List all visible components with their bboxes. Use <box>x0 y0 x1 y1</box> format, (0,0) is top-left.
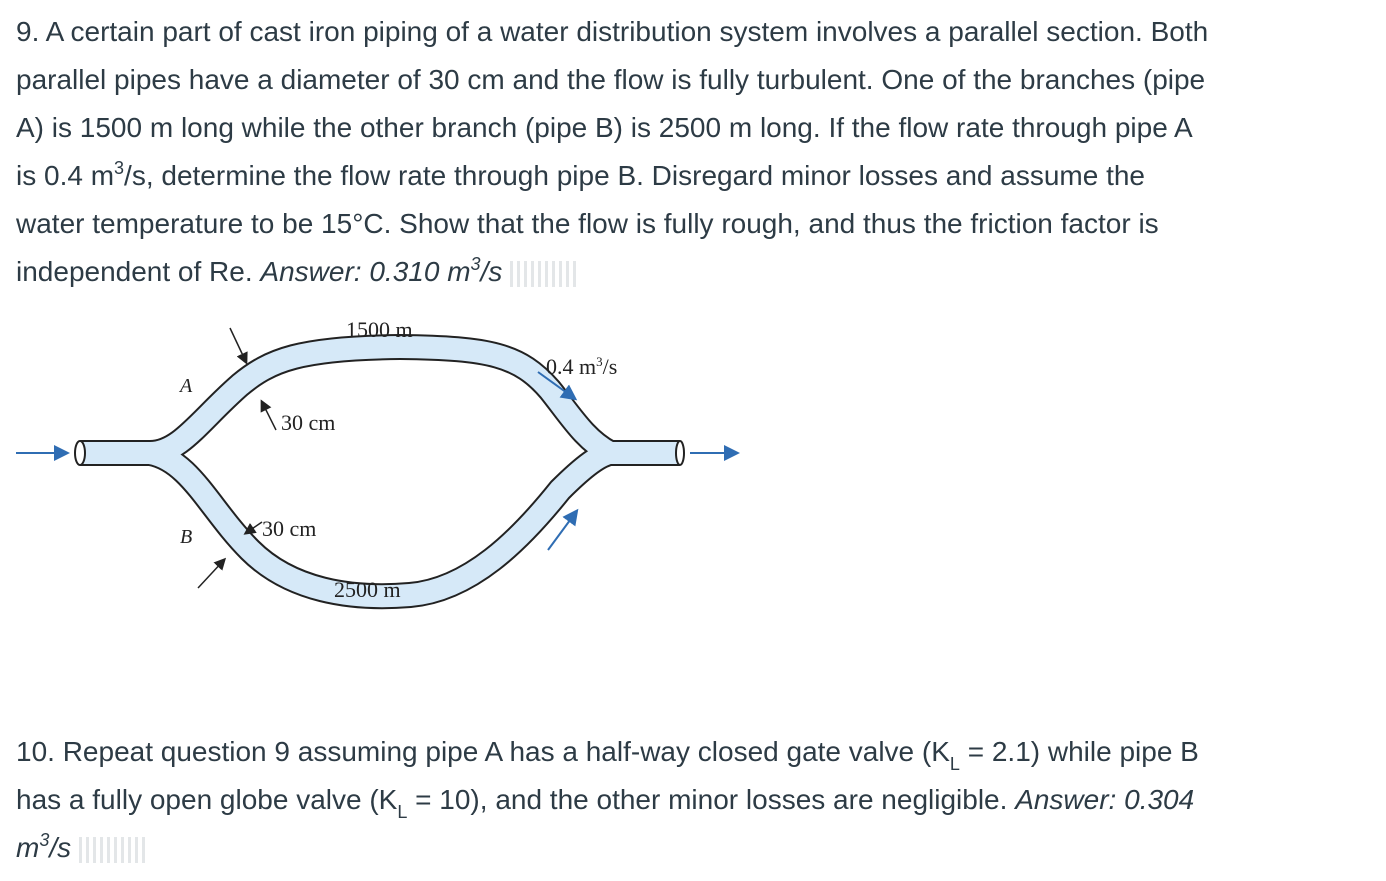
question-10 <box>16 728 1376 872</box>
q10-line: has a fully open globe valve $(K_L = 10)$, and the other minor losses are negligible. Answer: 0.304 <box>16 784 1195 822</box>
pipe-a-label: A <box>180 375 193 397</box>
flow-a-label: 0.4 $m^3/s$ <box>546 354 618 379</box>
pipe-b-label: B <box>180 526 193 548</box>
q9-line: water temperature to be 15°C. Show that the flow is fully rough, and thus the friction factor is <box>16 208 1159 239</box>
diameter-a-top-arrow <box>230 328 246 362</box>
diameter-b-top-arrow <box>246 522 262 533</box>
q9-text: independent of Re. <box>16 256 253 287</box>
q9-text: /s, determine the flow rate through pipe B. Disregard minor losses and assume the <box>124 160 1146 191</box>
length-b-label: 2500 m <box>334 577 401 602</box>
diameter-a-bottom-arrow <box>262 402 276 430</box>
q10-answer-value: 0.304 <box>1124 784 1195 815</box>
q10-line: 10. Repeat question 9 assuming pipe A has a half-way closed gate valve $(K_L = 2.1)$ while pipe B <box>16 736 1199 774</box>
pipe-network <box>75 347 684 596</box>
q10-line <box>16 824 1376 872</box>
inlet-opening <box>75 441 85 465</box>
q9-line: 9. A certain part of cast iron piping of a water distribution system involves a parallel section. Both <box>16 16 1209 47</box>
parallel-pipe-figure <box>0 300 760 620</box>
diameter-b-label: 30 cm <box>262 516 317 541</box>
pipe-b <box>150 453 610 596</box>
q9-text: is 0.4 m <box>16 160 115 191</box>
q9-line: parallel pipes have a diameter of 30 cm and the flow is fully turbulent. One of the branches (pipe <box>16 64 1206 95</box>
q9-answer-value: 0.310 $m^3/s$ <box>369 253 503 287</box>
q9-line: A) is 1500 m long while the other branch (pipe B) is 2500 m long. If the flow rate through pipe A <box>16 112 1193 143</box>
q9-answer-label: Answer: <box>260 256 362 287</box>
q9-sup: 3 <box>114 157 125 178</box>
redacted-text <box>79 837 149 863</box>
redacted-text <box>510 261 580 287</box>
question-9 <box>16 8 1376 296</box>
diameter-b-bottom-arrow <box>198 560 224 588</box>
q10-answer-unit: $m^3/s$ <box>16 829 72 863</box>
length-a-label: 1500 m <box>346 317 413 342</box>
q10-answer-label: Answer: <box>1015 784 1117 815</box>
q9-line <box>16 248 1376 296</box>
diameter-a-label: 30 cm <box>281 410 336 435</box>
outlet-opening <box>676 441 684 465</box>
q9-line <box>16 152 1376 200</box>
